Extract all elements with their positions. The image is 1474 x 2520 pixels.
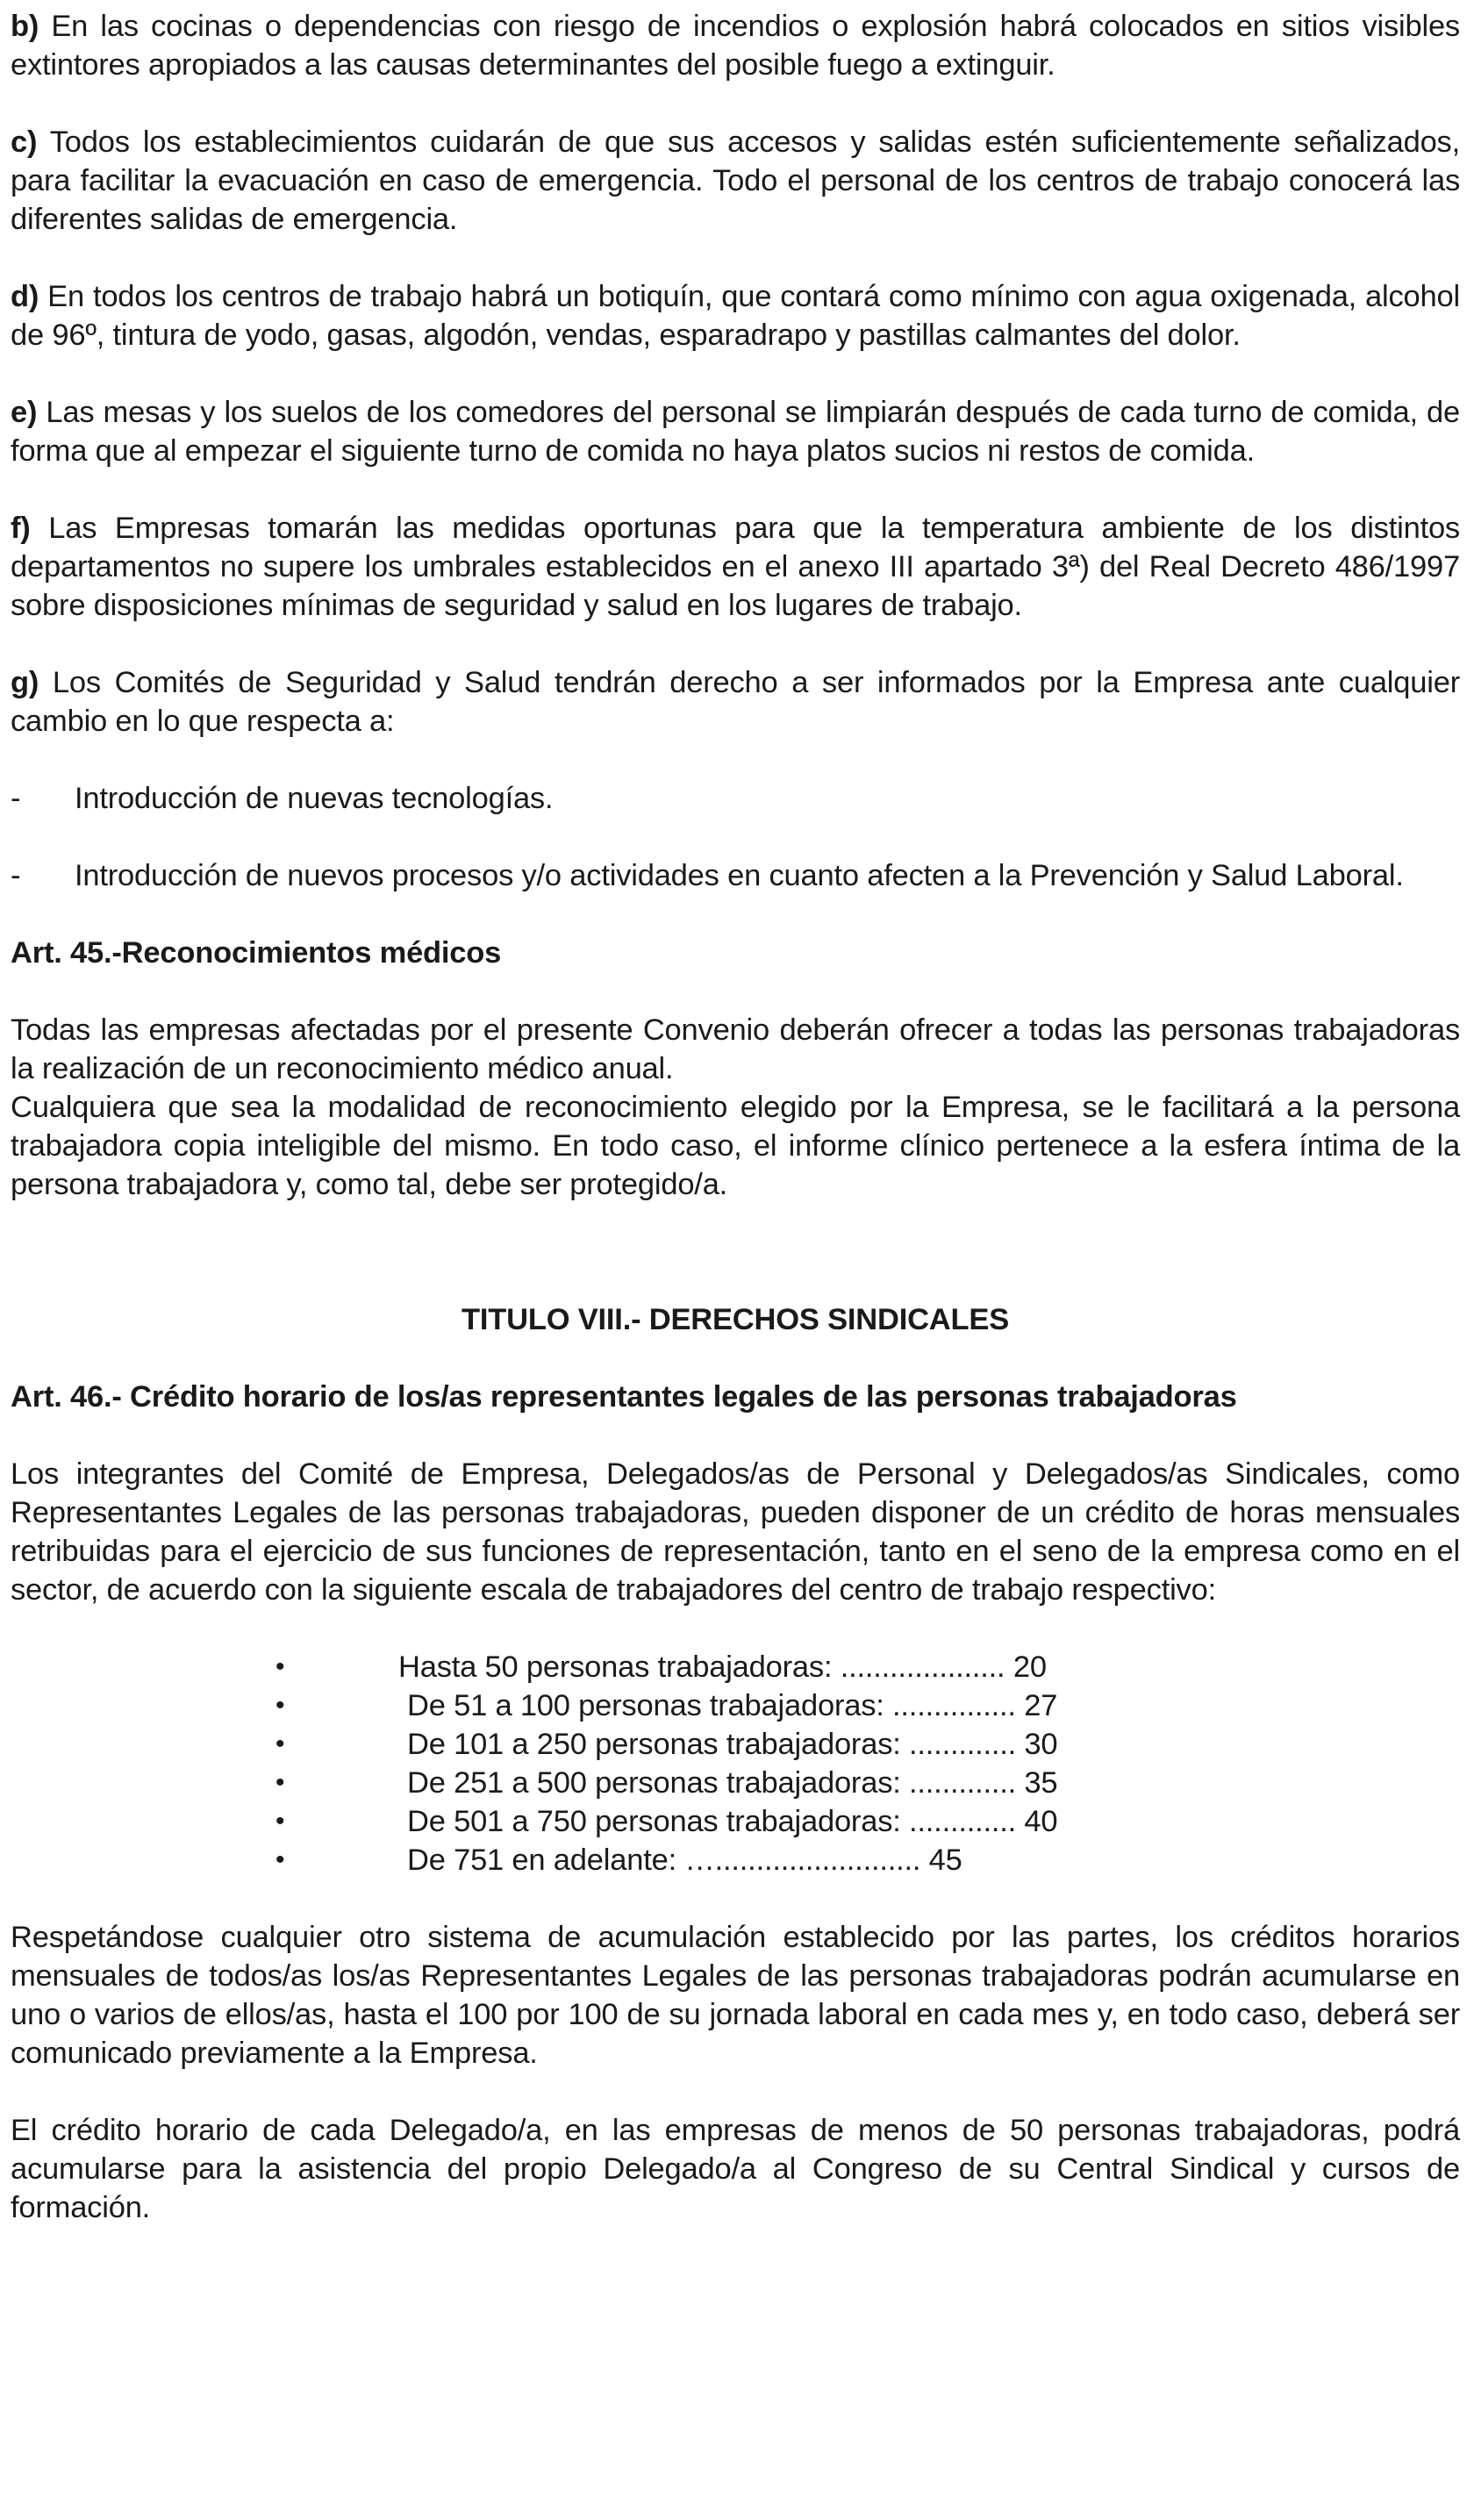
item-e-text: Las mesas y los suelos de los comedores del personal se limpiarán después de cada turno de comida, de forma que al empezar el siguiente turno de comida no haya platos sucios ni restos de comida. [11, 396, 1460, 468]
scale-text: De 51 a 100 personas trabajadoras: ............... 27 [407, 1689, 1058, 1722]
scale-text: De 751 en adelante: …......................... 45 [407, 1843, 962, 1877]
item-c-text: Todos los establecimientos cuidarán de que sus accesos y salidas estén suficientemente señalizados, para facilitar la evacuación en caso de emergencia. Todo el personal de los centros de trabajo conocerá las diferentes salidas de emergencia. [11, 125, 1460, 236]
dash-text: Introducción de nuevos procesos y/o actividades en cuanto afecten a la Prevención y Salud Laboral. [75, 859, 1404, 892]
item-g [11, 663, 1460, 741]
list-item [11, 1725, 1460, 1764]
art45-heading: Art. 45.-Reconocimientos médicos [11, 936, 502, 970]
item-d-text: En todos los centros de trabajo habrá un botiquín, que contará como mínimo con agua oxigenada, alcohol de 96º, tintura de yodo, gasas, algodón, vendas, esparadrapo y pastillas calmantes del dolor. [11, 280, 1460, 352]
art45-para2: Cualquiera que sea la modalidad de reconocimiento elegido por la Empresa, se le facilitará a la persona trabajadora copia inteligible del mismo. En todo caso, el informe clínico pertenece a la esfera íntima de la persona trabajadora y, como tal, debe ser protegido/a. [11, 1091, 1460, 1201]
art46-heading: Art. 46.- Crédito horario de los/as representantes legales de las personas trabajadoras [11, 1380, 1237, 1414]
item-f-text: Las Empresas tomarán las medidas oportunas para que la temperatura ambiente de los distintos departamentos no supere los umbrales establecidos en el anexo III apartado 3ª) del Real Decreto 486/1997 sobre disposiciones mínimas de seguridad y salud en los lugares de trabajo. [11, 512, 1460, 622]
item-g-label: g) [11, 666, 39, 699]
item-b-text: En las cocinas o dependencias con riesgo de incendios o explosión habrá colocados en sitios visibles extintores apropiados a las causas determinantes del posible fuego a extinguir. [11, 10, 1460, 82]
scale-text: De 501 a 750 personas trabajadoras: ............. 40 [407, 1805, 1058, 1838]
credit-scale-list [11, 1648, 1460, 1879]
dash-text: Introducción de nuevas tecnologías. [75, 782, 554, 815]
title-viii: TITULO VIII.- DERECHOS SINDICALES [461, 1303, 1010, 1336]
list-item [11, 1764, 1460, 1802]
bullet-icon: • [275, 1729, 285, 1758]
dash-mark: - [11, 859, 21, 892]
item-d-label: d) [11, 280, 39, 313]
bullet-icon: • [275, 1845, 285, 1874]
item-g-text: Los Comités de Seguridad y Salud tendrán derecho a ser informados por la Empresa ante cualquier cambio en lo que respecta a: [11, 666, 1460, 738]
bullet-icon: • [275, 1652, 285, 1681]
section-spacer [11, 1242, 1460, 1300]
item-c-label: c) [11, 125, 38, 159]
list-item [11, 1686, 1460, 1725]
item-b-label: b) [11, 10, 39, 43]
bullet-icon: • [275, 1807, 285, 1836]
dash-list-item [11, 856, 1460, 895]
item-e [11, 393, 1460, 470]
art46-intro: Los integrantes del Comité de Empresa, Delegados/as de Personal y Delegados/as Sindicales, como Representantes Legales de las personas trabajadoras, pueden disponer de un crédito de horas mensuales retribuidas para el ejercicio de sus funciones de representación, tanto en el seno de la empresa como en el sector, de acuerdo con la siguiente escala de trabajadores del centro de trabajo respectivo: [11, 1457, 1460, 1607]
item-c [11, 123, 1460, 239]
scale-text: De 101 a 250 personas trabajadoras: ............. 30 [407, 1728, 1058, 1761]
item-b [11, 7, 1460, 84]
dash-mark: - [11, 782, 21, 815]
art46-para-delegado: El crédito horario de cada Delegado/a, en las empresas de menos de 50 personas trabajadoras, podrá acumularse para la asistencia del propio Delegado/a al Congreso de su Central Sindical y cursos de formación. [11, 2114, 1460, 2224]
item-f [11, 509, 1460, 625]
art46-para-accumulation: Respetándose cualquier otro sistema de acumulación establecido por las partes, los créditos horarios mensuales de todos/as los/as Representantes Legales de las personas trabajadoras podrán acumularse en uno o varios de ellos/as, hasta el 100 por 100 de su jornada laboral en cada mes y, en todo caso, deberá ser comunicado previamente a la Empresa. [11, 1921, 1460, 2070]
art45-para1: Todas las empresas afectadas por el presente Convenio deberán ofrecer a todas las personas trabajadoras la realización de un reconocimiento médico anual. [11, 1013, 1460, 1085]
list-item [11, 1648, 1460, 1686]
item-e-label: e) [11, 396, 38, 429]
document-page [11, 7, 1460, 2266]
list-item [11, 1802, 1460, 1841]
dash-list-item [11, 779, 1460, 818]
list-item [11, 1841, 1460, 1879]
bullet-icon: • [275, 1768, 285, 1797]
bullet-icon: • [275, 1691, 285, 1720]
item-d [11, 277, 1460, 354]
scale-text: Hasta 50 personas trabajadoras: .................... 20 [398, 1650, 1047, 1684]
scale-text: De 251 a 500 personas trabajadoras: ............. 35 [407, 1766, 1058, 1800]
item-f-label: f) [11, 512, 31, 545]
